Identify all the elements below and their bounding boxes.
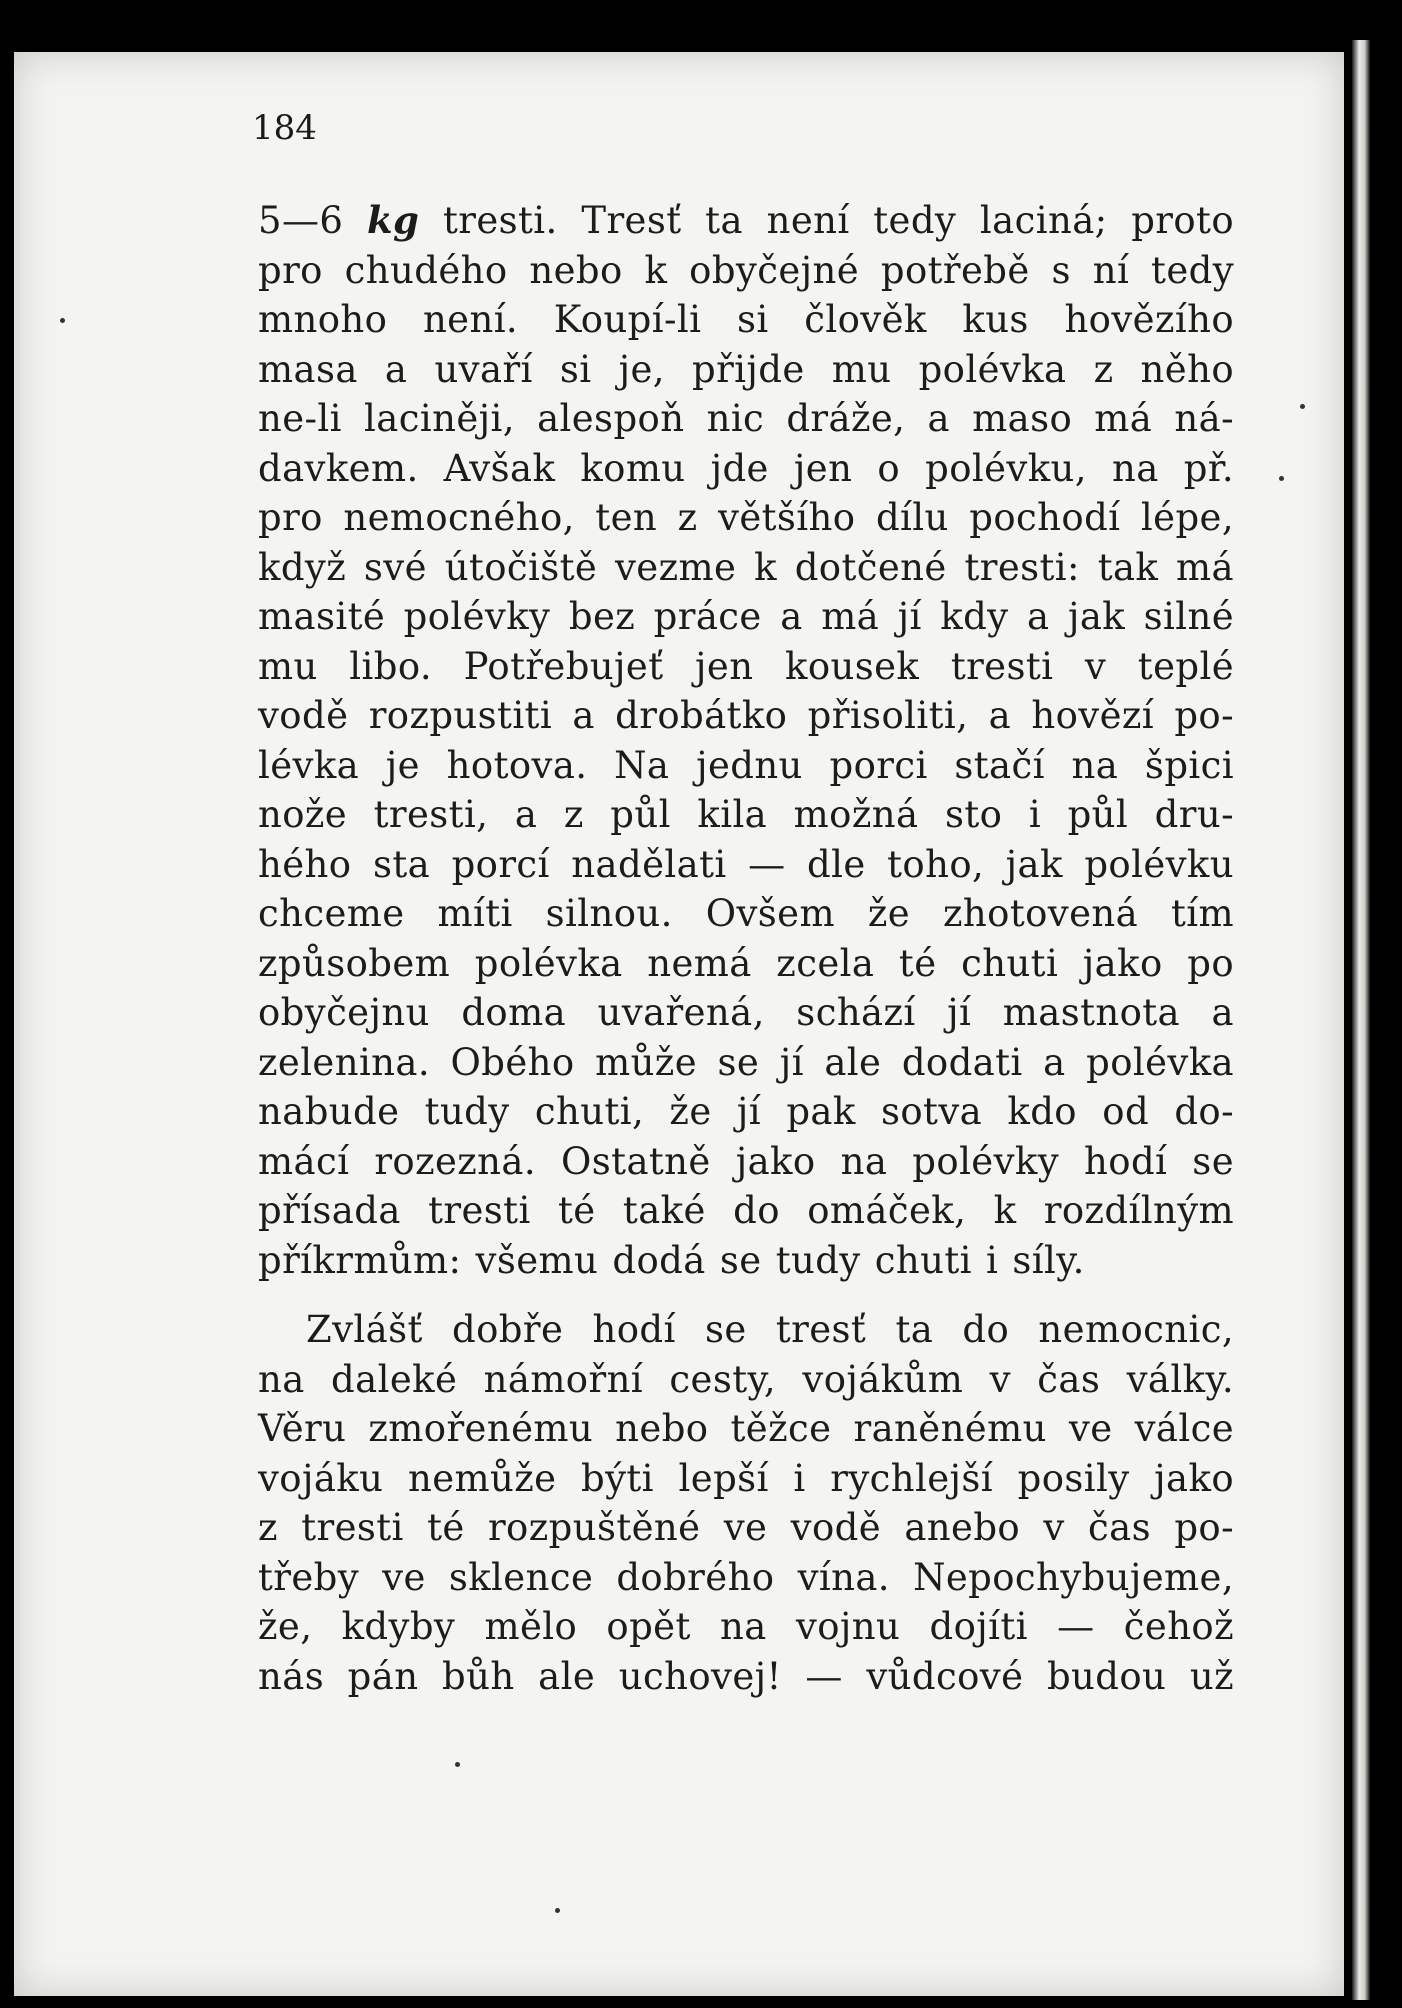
text-line: masa a uvaří si je, přijde mu polévka z něho (258, 347, 1234, 391)
text-line (258, 196, 1234, 246)
text-fragment: 5—6 (258, 199, 367, 242)
scan-speck (455, 1762, 460, 1767)
text-line: davkem. Avšak komu jde jen o polévku, na př. (258, 446, 1234, 490)
text-line: ne-li laciněji, alespoň nic dráže, a maso má ná- (258, 397, 1234, 440)
next-page-edge (1352, 40, 1370, 2000)
text-line: mu libo. Potřebujeť jen kousek tresti v teplé (258, 644, 1234, 688)
text-line: přísada tresti té také do omáček, k rozdílným (258, 1189, 1234, 1232)
text-line: nabude tudy chuti, že jí pak sotva kdo od do- (258, 1090, 1234, 1133)
paragraph-gap (258, 1285, 1234, 1305)
text-line: vodě rozpustiti a drobátko přisoliti, a hovězí po- (258, 694, 1234, 737)
text-line: hého sta porcí nadělati — dle toho, jak polévku (258, 842, 1234, 886)
text-line: z tresti té rozpuštěné ve vodě anebo v čas po- (258, 1506, 1234, 1549)
text-line: na daleké námořní cesty, vojákům v čas války. (258, 1357, 1234, 1401)
body-text (258, 196, 1234, 1701)
text-line: pro chudého nebo k obyčejné potřebě s ní tedy (258, 248, 1234, 292)
text-line: zelenina. Obého může se jí ale dodati a polévka (258, 1040, 1234, 1084)
text-fragment: tresti. Tresť ta není tedy laciná; proto (419, 199, 1235, 242)
text-line: nás pán bůh ale uchovej! — vůdcové budou už (258, 1654, 1234, 1698)
text-line: vojáku nemůže býti lepší i rychlejší posily jako (258, 1456, 1234, 1500)
text-line: že, kdyby mělo opět na vojnu dojíti — čehož (258, 1605, 1234, 1648)
text-line: lévka je hotova. Na jednu porci stačí na špici (258, 743, 1234, 787)
text-line: Věru zmořenému nebo těžce raněnému ve válce (258, 1407, 1234, 1450)
scan-speck (1279, 476, 1284, 481)
page-number: 184 (252, 108, 317, 148)
text-line: způsobem polévka nemá zcela té chuti jako po (258, 941, 1234, 985)
text-line: mnoho není. Koupí-li si člověk kus hovězího (258, 298, 1234, 341)
text-line: chceme míti silnou. Ovšem že zhotovená tím (258, 892, 1234, 935)
text-line: když své útočiště vezme k dotčené tresti: tak má (258, 545, 1234, 589)
scan-speck (60, 318, 65, 323)
text-line: obyčejnu doma uvařená, schází jí mastnota a (258, 991, 1234, 1034)
text-line: třeby ve sklence dobrého vína. Nepochybujeme, (258, 1555, 1234, 1599)
text-line: Zvlášť dobře hodí se tresť ta do nemocnic, (306, 1308, 1234, 1351)
text-line: nože tresti, a z půl kila možná sto i půl dru- (258, 793, 1234, 836)
text-line: příkrmům: všemu dodá se tudy chuti i síly. (258, 1238, 1085, 1282)
text-line: masité polévky bez práce a má jí kdy a jak silné (258, 595, 1234, 638)
unit-kg: kg (366, 198, 420, 242)
scan-speck (555, 1908, 560, 1913)
text-line: pro nemocného, ten z většího dílu pochodí lépe, (258, 496, 1234, 539)
text-line: mácí rozezná. Ostatně jako na polévky hodí se (258, 1139, 1234, 1183)
scan-speck (1300, 404, 1305, 409)
